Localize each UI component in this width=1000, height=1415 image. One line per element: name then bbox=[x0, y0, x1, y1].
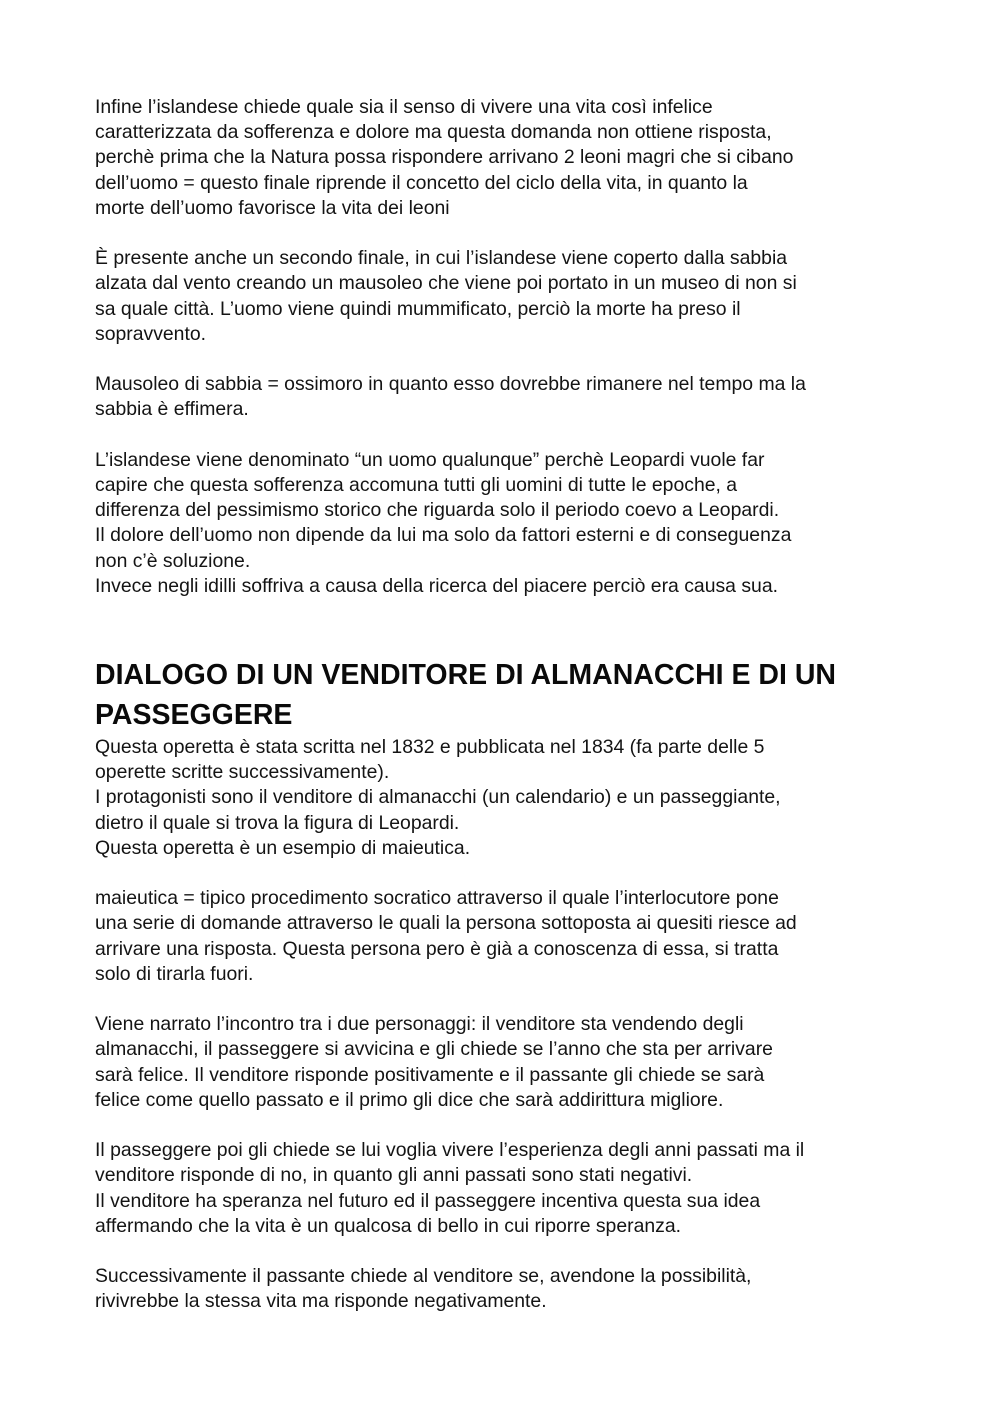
text-line: operette scritte successivamente). bbox=[95, 761, 390, 784]
text-line: arrivare una risposta. Questa persona pero è già a conoscenza di essa, si tratta bbox=[95, 937, 779, 960]
paragraph-uomo-qualunque bbox=[95, 448, 915, 599]
text-line: perchè prima che la Natura possa rispondere arrivano 2 leoni magri che si cibano bbox=[95, 146, 794, 169]
text-line: dietro il quale si trova la figura di Leopardi. bbox=[95, 811, 460, 834]
paragraph-maieutica bbox=[95, 886, 915, 987]
text-line: Mausoleo di sabbia = ossimoro in quanto esso dovrebbe rimanere nel tempo ma la bbox=[95, 373, 806, 396]
text-line: non c’è soluzione. bbox=[95, 549, 251, 572]
text-line: morte dell’uomo favorisce la vita dei leoni bbox=[95, 196, 450, 219]
text-line: sopravvento. bbox=[95, 322, 207, 345]
paragraph-gap bbox=[95, 423, 915, 448]
text-line: I protagonisti sono il venditore di almanacchi (un calendario) e un passeggiante, bbox=[95, 786, 781, 809]
text-line: dell’uomo = questo finale riprende il concetto del ciclo della vita, in quanto la bbox=[95, 171, 748, 194]
heading-line: PASSEGGERE bbox=[95, 699, 293, 732]
document-page bbox=[95, 95, 915, 1315]
paragraph-gap bbox=[95, 1239, 915, 1264]
paragraph-operetta-intro bbox=[95, 735, 915, 861]
paragraph-gap bbox=[95, 347, 915, 372]
text-line: sa quale città. L’uomo viene quindi mummificato, perciò la morte ha preso il bbox=[95, 297, 741, 320]
text-line: affermando che la vita è un qualcosa di bello in cui riporre speranza. bbox=[95, 1214, 682, 1237]
text-line: Il dolore dell’uomo non dipende da lui ma solo da fattori esterni e di conseguenza bbox=[95, 524, 792, 547]
text-line: Successivamente il passante chiede al venditore se, avendone la possibilità, bbox=[95, 1265, 752, 1288]
text-line: solo di tirarla fuori. bbox=[95, 962, 254, 985]
paragraph-second-ending bbox=[95, 246, 915, 347]
text-line: Questa operetta è un esempio di maieutica. bbox=[95, 836, 471, 859]
text-line: differenza del pessimismo storico che riguarda solo il periodo coevo a Leopardi. bbox=[95, 499, 780, 522]
text-line: venditore risponde di no, in quanto gli anni passati sono stati negativi. bbox=[95, 1164, 693, 1187]
text-line: caratterizzata da sofferenza e dolore ma questa domanda non ottiene risposta, bbox=[95, 121, 772, 144]
text-line: Il venditore ha speranza nel futuro ed il passeggere incentiva questa sua idea bbox=[95, 1189, 761, 1212]
text-line: È presente anche un secondo finale, in cui l’islandese viene coperto dalla sabbia bbox=[95, 247, 788, 270]
text-line: Infine l’islandese chiede quale sia il senso di vivere una vita così infelice bbox=[95, 96, 713, 118]
text-line: capire che questa sofferenza accomuna tutti gli uomini di tutte le epoche, a bbox=[95, 474, 738, 496]
paragraph-anni-passati bbox=[95, 1138, 915, 1239]
paragraph-mausoleo bbox=[95, 372, 915, 422]
text-line: almanacchi, il passeggere si avvicina e gli chiede se l’anno che sta per arrivare bbox=[95, 1038, 773, 1061]
text-line: una serie di domande attraverso le quali la persona sottoposta ai quesiti riesce ad bbox=[95, 912, 797, 935]
text-line: sarà felice. Il venditore risponde positivamente e il passante gli chiede se sarà bbox=[95, 1063, 765, 1086]
text-line: L’islandese viene denominato “un uomo qualunque” perchè Leopardi vuole far bbox=[95, 448, 765, 471]
paragraph-gap bbox=[95, 987, 915, 1012]
heading-line: DIALOGO DI UN VENDITORE DI ALMANACCHI E DI UN bbox=[95, 659, 837, 692]
section-gap bbox=[95, 599, 915, 655]
text-line: Questa operetta è stata scritta nel 1832 e pubblicata nel 1834 (fa parte delle 5 bbox=[95, 736, 765, 759]
section-heading bbox=[95, 655, 915, 735]
paragraph-incontro bbox=[95, 1012, 915, 1113]
text-line: Invece negli idilli soffriva a causa della ricerca del piacere perciò era causa sua. bbox=[95, 574, 778, 597]
text-line: rivivrebbe la stessa vita ma risponde negativamente. bbox=[95, 1290, 547, 1313]
paragraph-gap bbox=[95, 1113, 915, 1138]
text-line: maieutica = tipico procedimento socratico attraverso il quale l’interlocutore pone bbox=[95, 887, 779, 910]
text-line: Il passeggere poi gli chiede se lui voglia vivere l’esperienza degli anni passati ma il bbox=[95, 1139, 805, 1162]
paragraph-gap bbox=[95, 861, 915, 886]
paragraph-islandese-ending bbox=[95, 95, 915, 221]
text-line: sabbia è effimera. bbox=[95, 398, 249, 421]
text-line: alzata dal vento creando un mausoleo che viene poi portato in un museo di non si bbox=[95, 272, 797, 295]
text-line: felice come quello passato e il primo gli dice che sarà addirittura migliore. bbox=[95, 1088, 724, 1111]
paragraph-stessa-vita bbox=[95, 1264, 915, 1314]
text-line: Viene narrato l’incontro tra i due personaggi: il venditore sta vendendo degli bbox=[95, 1013, 744, 1036]
paragraph-gap bbox=[95, 221, 915, 246]
